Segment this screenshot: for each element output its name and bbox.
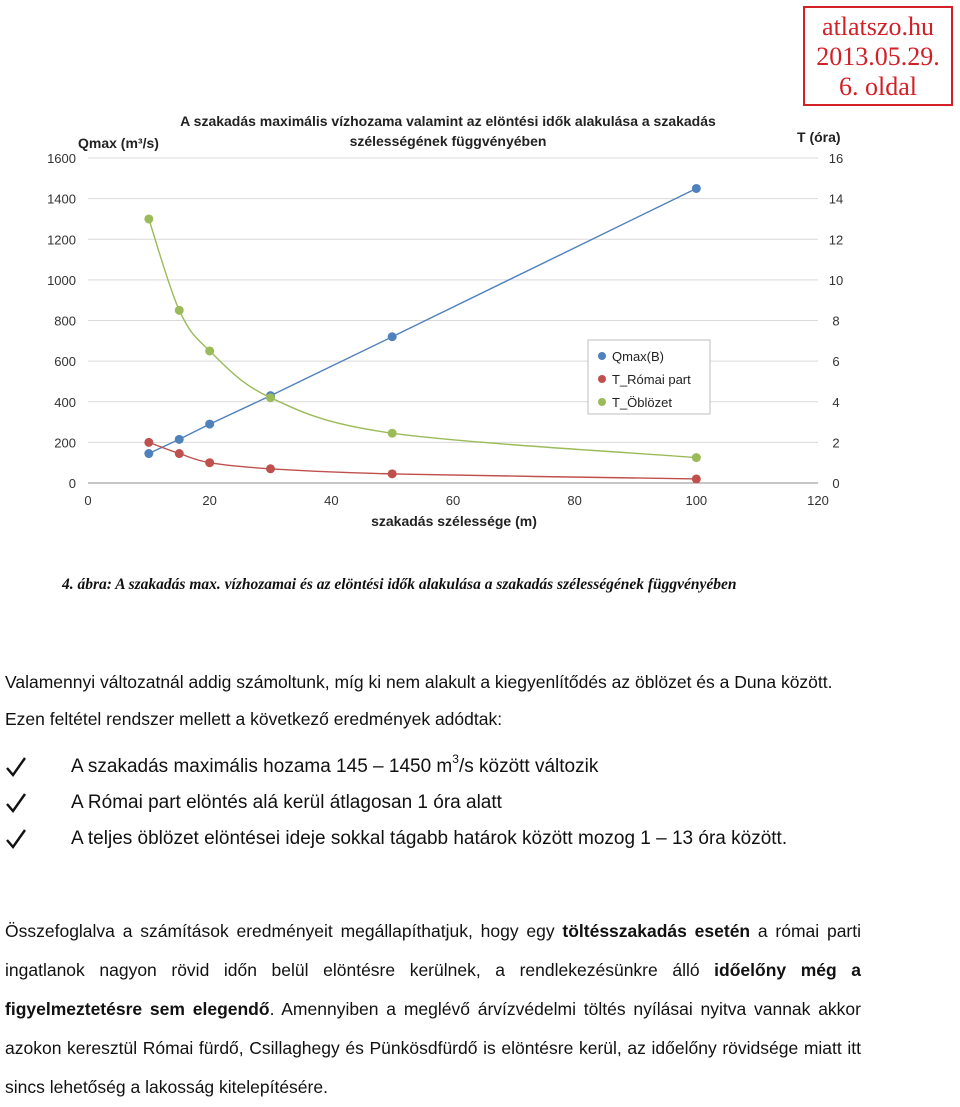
data-point: [388, 429, 397, 438]
paragraph-summary: [5, 912, 861, 1107]
x-tick-label: 60: [445, 493, 461, 508]
y-right-tick-label: 8: [832, 313, 840, 329]
y-right-tick-label: 2: [832, 435, 840, 451]
data-point: [205, 346, 214, 355]
checkmark-icon: [5, 821, 27, 857]
summary-text-1: Összefoglalva a számítások eredményeit megállapíthatjuk, hogy egy: [5, 921, 563, 941]
y-right-axis-label: T (óra): [797, 129, 841, 145]
y-left-tick-label: 400: [54, 394, 76, 410]
watermark-stamp: [803, 6, 953, 106]
results-list: [5, 749, 885, 857]
stamp-site: atlatszo.hu: [822, 12, 934, 41]
x-axis-label: szakadás szélessége (m): [371, 513, 537, 529]
legend-marker: [598, 375, 606, 383]
legend-label: T_Öblözet: [612, 395, 672, 410]
stamp-date: 2013.05.29.: [816, 42, 940, 71]
data-point: [205, 458, 214, 467]
legend-label: Qmax(B): [612, 349, 664, 364]
data-point: [388, 469, 397, 478]
summary-bold-1: töltésszakadás esetén: [562, 921, 751, 941]
legend-label: T_Római part: [612, 372, 691, 387]
data-point: [175, 306, 184, 315]
series-line: [149, 219, 697, 458]
data-point: [175, 435, 184, 444]
x-tick-label: 20: [202, 493, 217, 508]
summary-bold-2: időelőny még a figyelmeztetésre sem elegendő: [5, 960, 862, 1019]
series-layer: [144, 184, 701, 483]
y-left-tick-label: 600: [54, 354, 76, 370]
grid-layer: [88, 158, 818, 483]
y-left-axis-label: Qmax (m³/s): [78, 135, 159, 151]
list-item: [5, 821, 885, 857]
y-left-tick-label: 800: [54, 313, 76, 329]
y-right-tick-label: 10: [828, 272, 844, 288]
stamp-page: 6. oldal: [839, 72, 917, 101]
data-point: [692, 474, 701, 483]
y-right-tick-label: 16: [828, 151, 844, 166]
bullet-1-text: A szakadás maximális hozama 145 – 1450 m: [71, 756, 453, 777]
x-tick-label: 120: [807, 493, 829, 508]
y-left-tick-label: 0: [68, 476, 76, 491]
y-right-tick-label: 14: [828, 191, 844, 207]
x-tick-label: 0: [84, 493, 92, 508]
data-point: [144, 438, 153, 447]
bullet-2-text: A Római part elöntés alá kerül átlagosan 1 óra alatt: [71, 792, 502, 813]
y-right-tick-label: 12: [828, 232, 844, 248]
x-tick-label: 80: [567, 493, 582, 508]
x-tick-label: 40: [324, 493, 339, 508]
data-point: [205, 420, 214, 429]
figure-caption: 4. ábra: A szakadás max. vízhozamai és az elöntési idők alakulása a szakadás szélességének függvényében: [62, 576, 737, 593]
bullet-1-sup: 3: [452, 752, 459, 766]
legend-marker: [598, 352, 606, 360]
data-point: [144, 214, 153, 223]
y-left-tick-label: 1200: [47, 232, 76, 248]
bullet-1-suffix: /s között változik: [458, 756, 599, 777]
y-left-tick-label: 1000: [47, 272, 76, 288]
chart: [30, 108, 860, 538]
list-item: [5, 785, 885, 821]
data-point: [692, 453, 701, 462]
y-right-tick-label: 6: [832, 354, 840, 370]
y-left-tick-label: 1400: [47, 191, 76, 207]
y-left-tick-label: 200: [54, 435, 76, 451]
chart-title-line2: szélességének függvényében: [349, 133, 547, 149]
data-point: [388, 332, 397, 341]
checkmark-icon: [5, 749, 27, 785]
paragraph-intro: Valamennyi változatnál addig számoltunk, míg ki nem alakult a kiegyenlítődés az öblözet és a Duna között. Ezen feltétel rendszer mellett a következő eredmények adódtak:: [5, 672, 833, 729]
data-point: [266, 464, 275, 473]
list-item: [5, 749, 885, 785]
axis-layer: [47, 151, 843, 508]
legend-marker: [598, 398, 606, 406]
y-right-tick-label: 4: [832, 394, 840, 410]
checkmark-icon: [5, 785, 27, 821]
y-right-tick-label: 0: [832, 476, 840, 491]
x-tick-label: 100: [685, 493, 708, 508]
series-line: [149, 442, 697, 479]
bullet-3-text: A teljes öblözet elöntései ideje sokkal tágabb határok között mozog 1 – 13 óra között.: [71, 828, 788, 849]
data-point: [266, 393, 275, 402]
y-left-tick-label: 1600: [47, 151, 76, 166]
data-point: [144, 449, 153, 458]
data-point: [175, 449, 184, 458]
legend: [588, 340, 710, 414]
summary-text-3: . Amennyiben a meglévő árvízvédelmi töltés nyílásai nyitva vannak akkor azokon keresztül Római fürdő, Csillaghegy és Pünkösdfürdő is elöntésre kerül, az időelőny rövidsége miatt itt sincs lehetőség a lakosság kitelepítésére.: [5, 999, 861, 1097]
chart-title-line1: A szakadás maximális vízhozama valamint az elöntési idők alakulása a szakadás: [180, 113, 716, 129]
summary-text-2: a római parti ingatlanok nagyon rövid időn belül elöntésre kerülnek, a rendlekezésünkre álló: [5, 921, 861, 980]
data-point: [692, 184, 701, 193]
